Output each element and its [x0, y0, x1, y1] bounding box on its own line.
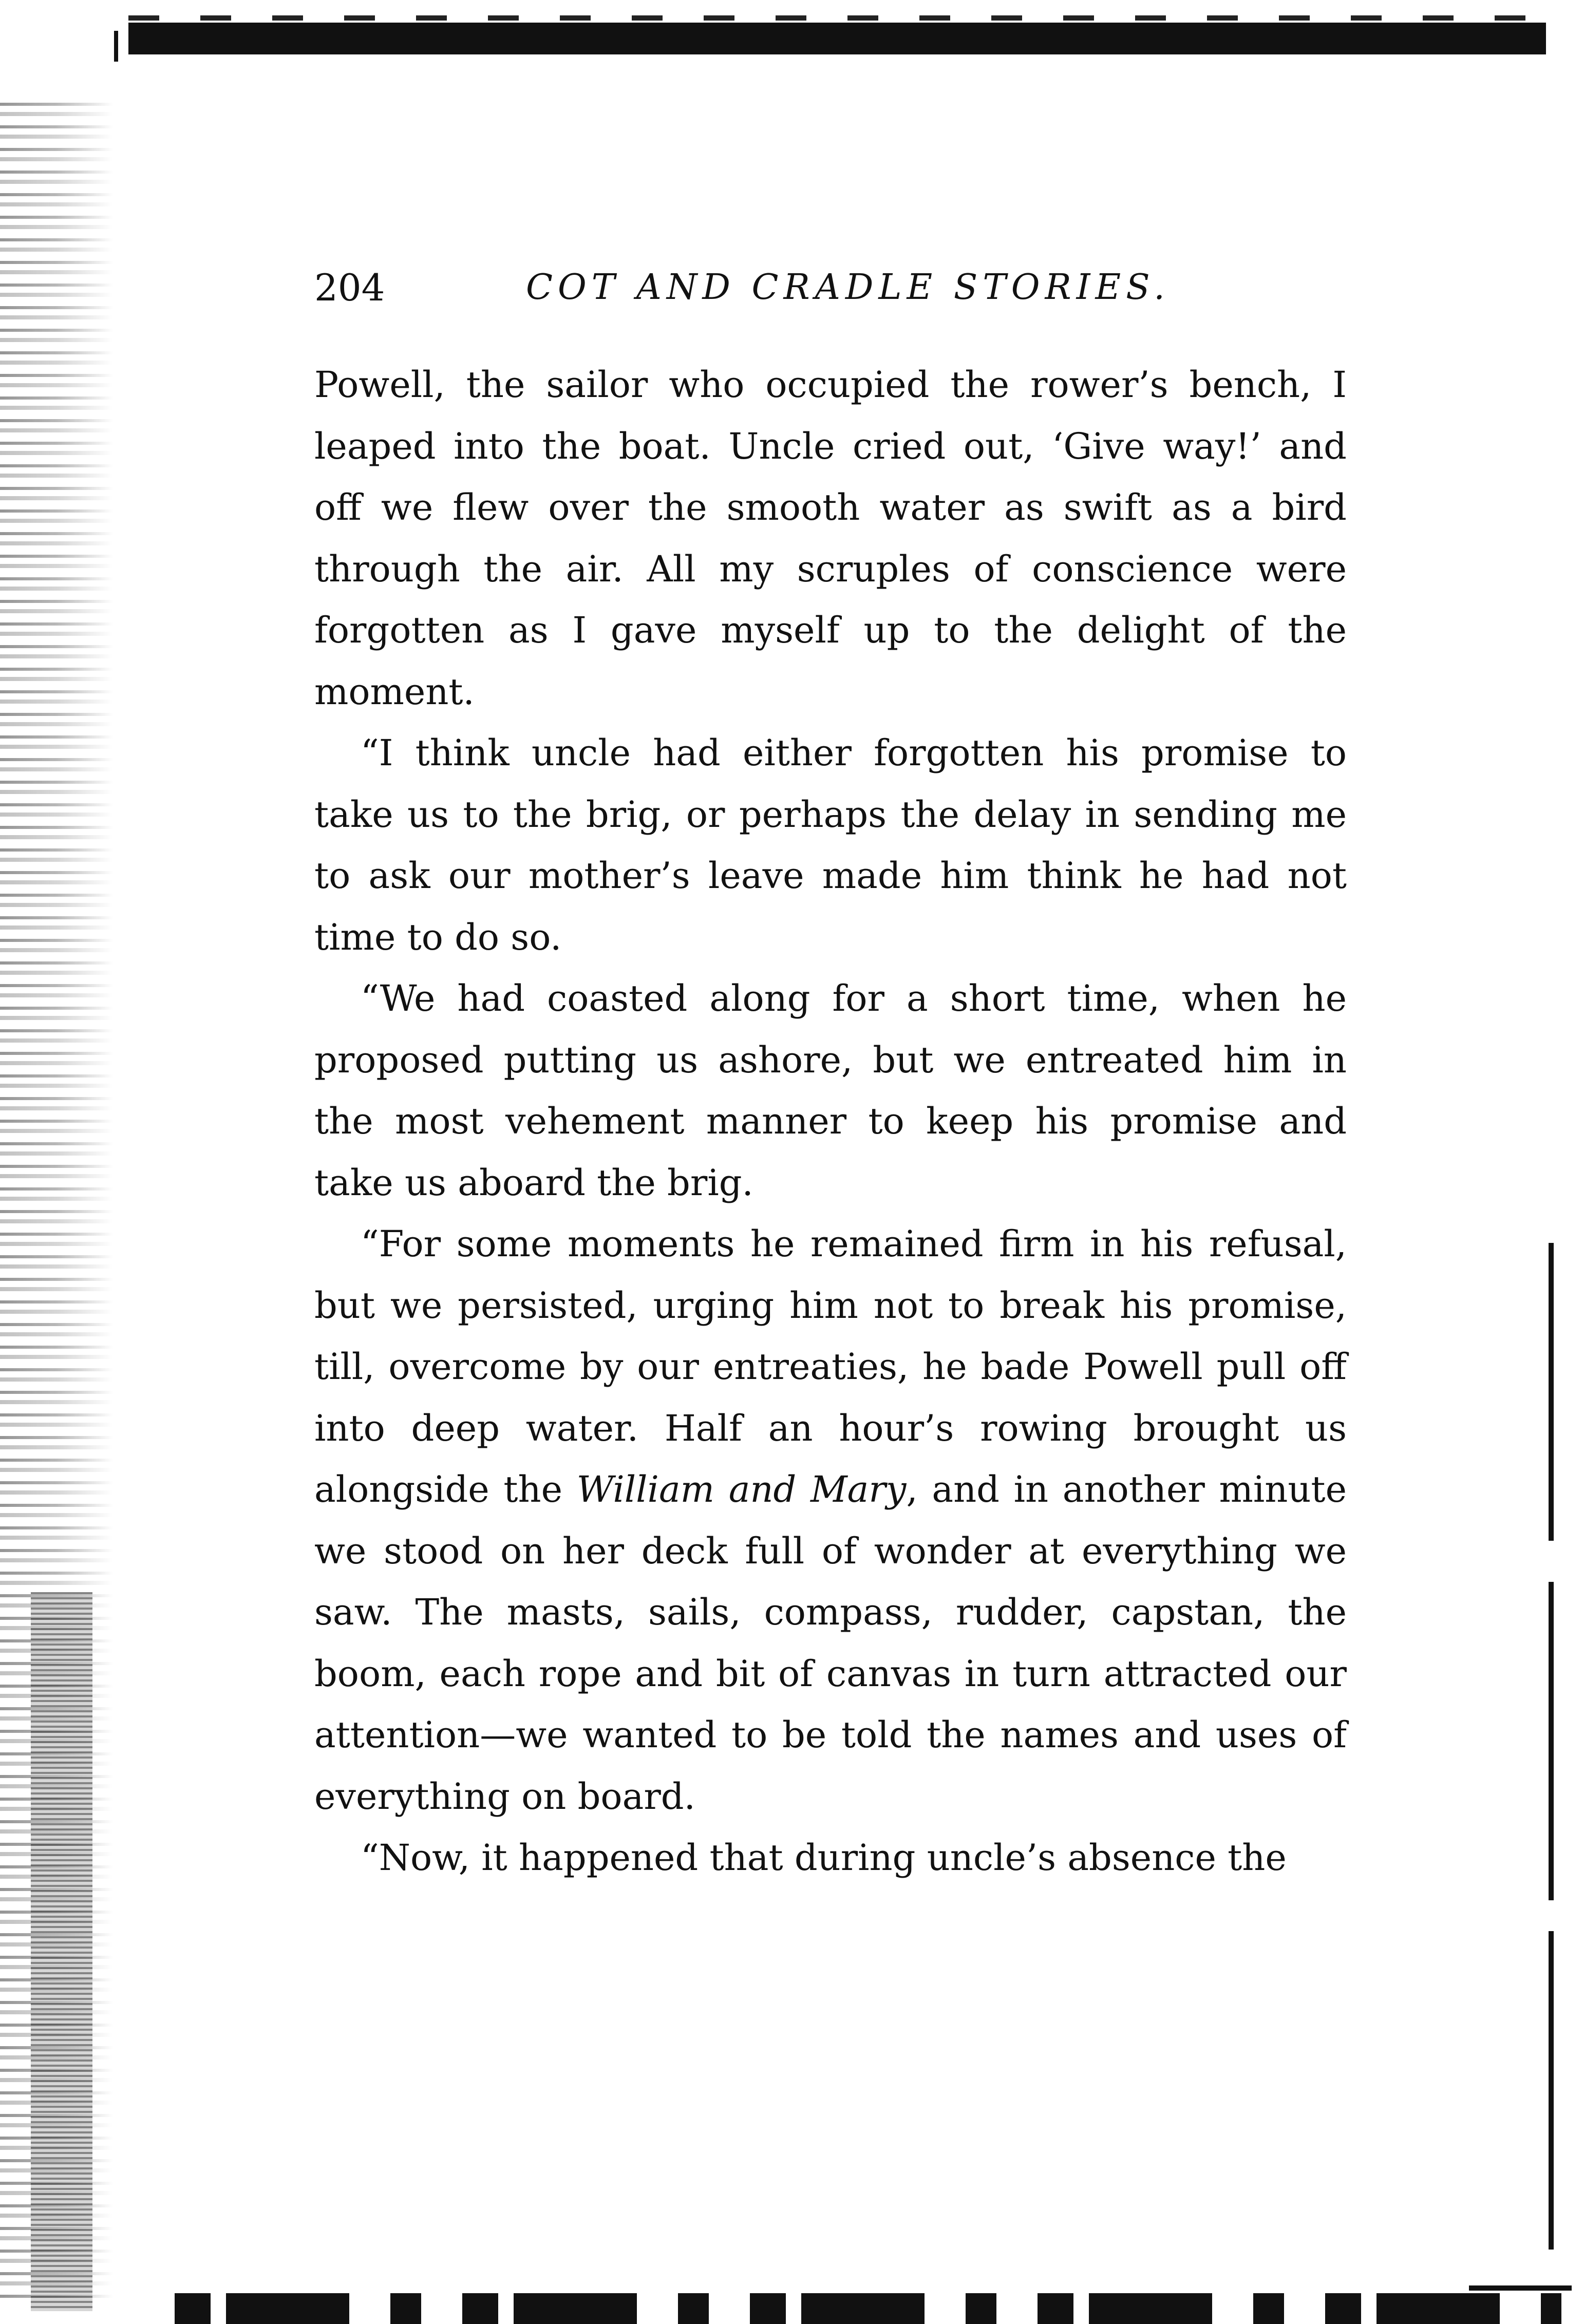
paragraph [314, 1827, 1347, 1889]
scan-artifact-right-mark [1549, 1582, 1554, 1900]
running-head: COT AND CRADLE STORIES. [526, 267, 1170, 308]
ship-name: William and Mary [576, 1468, 907, 1510]
scan-artifact-left-edge-dark [31, 1592, 92, 2311]
scan-artifact-bottom-line [1469, 2285, 1572, 2291]
text-segment: , and in another minute we stood on her deck full of wonder at everything we saw. The masts, sails, compass, rudder, capstan, the boom, each rope and bit of canvas in turn attracted our attention—we wanted to be told the names and uses of everything on board. [314, 1468, 1347, 1818]
scan-artifact-right-mark [1549, 1931, 1554, 2250]
scan-artifact-top-dashes [128, 15, 1546, 21]
text-segment: “Now, it happened that during uncle’s absence the [361, 1837, 1287, 1879]
text-segment: “We had coasted along for a short time, when he proposed putting us ashore, but we entreated him in the most vehement manner to keep his promise and take us aboard the brig. [314, 977, 1347, 1204]
text-segment: “For some moments he remained firm in his refusal, but we persisted, urging him not to break his promise, till, overcome by our entreaties, he bade Powell pull off into deep water. Half an hour’s rowing brought us alongside the [314, 1223, 1347, 1510]
paragraph [314, 354, 1347, 723]
scan-artifact-bottom-strip [175, 2293, 1561, 2324]
paragraph [314, 968, 1347, 1214]
paragraph [314, 723, 1347, 968]
text-segment: “I think uncle had either forgotten his promise to take us to the brig, or perhaps the delay in sending me to ask our mother’s leave made him think he had not time to do so. [314, 732, 1347, 958]
scan-artifact-left-tick [114, 31, 118, 62]
paragraph [314, 1214, 1347, 1827]
page-number: 204 [314, 266, 385, 309]
text-segment: Powell, the sailor who occupied the rower’s bench, I leaped into the boat. Uncle cried out, ‘Give way!’ and off we flew over the smooth water as swift as a bird through the air. All my scruples of conscience were forgotten as I gave myself up to the delight of the moment. [314, 364, 1347, 713]
scan-artifact-right-mark [1549, 1243, 1554, 1541]
body-text [314, 354, 1347, 1889]
page-header [314, 257, 1347, 318]
scan-artifact-top-bar [128, 23, 1546, 54]
